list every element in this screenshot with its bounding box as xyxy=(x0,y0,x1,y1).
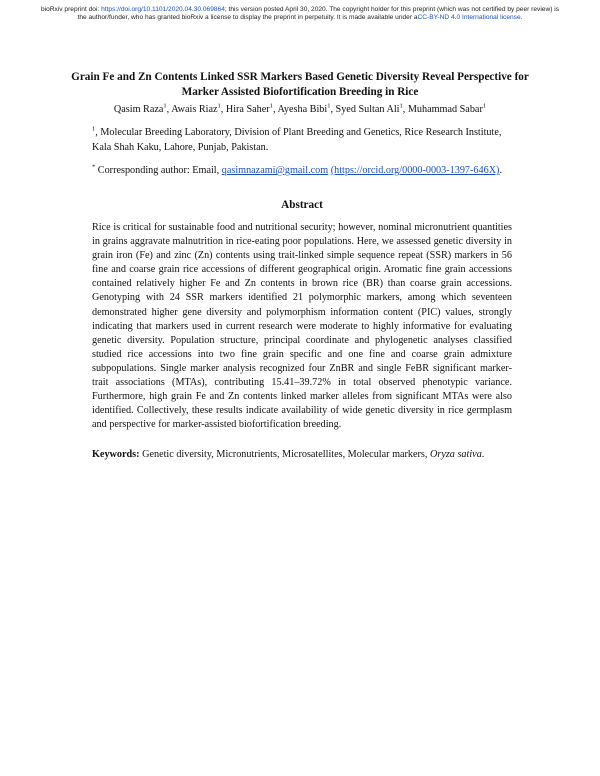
keywords-suffix: . xyxy=(481,449,485,460)
email-link[interactable]: qasimnazami@gmail.com xyxy=(221,165,329,176)
author-name: Hira Saher xyxy=(225,104,270,115)
abstract-body: Rice is critical for sustainable food and nutritional security; however, nominal micronutrient quantities in grains aggravate malnutrition in rice-eating poor populations. Here, we assessed genetic diversity in grain iron (Fe) and zinc (Zn) contents using trait-linked simple sequence repeat (SSR) markers in 56 fine and coarse grain rice accessions of different geographical origin. Aromatic fine grain accessions contained relatively higher Fe and Zn contents in brown rice (BR) than coarse grain accessions. Genotyping with 24 SSR markers identified 21 polymorphic markers, among which seventeen demonstrated higher gene diversity and polymorphism information content (PIC) values, strongly indicating that markers used in current research were moderate to highly informative for evaluating genetic diversity. Population structure, principal coordinate and phylogenetic analyses classified studied rice accessions into two fine grain specific and one fine and coarse grain admixture subpopulations. Single marker analysis recognized four ZnBR and single FeBR significant marker-trait associations (MTAs), contributing 15.41–39.72% in total observed phenotypic variance. Furthermore, high grain Fe and Zn contents linked marker alleles from significant MTAs were also identified. Collectively, these results indicate availability of wide genetic diversity in rice germplasm and perspective for marker-assisted biofortification breeding. xyxy=(92,222,512,431)
author-sep: , xyxy=(330,104,336,115)
preprint-notice xyxy=(40,6,560,22)
abstract-heading: Abstract xyxy=(281,199,323,211)
author-affil-sup: 1 xyxy=(217,102,221,110)
corresponding-author xyxy=(92,164,512,179)
author-list xyxy=(40,104,560,115)
preprint-suffix: . xyxy=(520,14,523,21)
doi-link[interactable]: https://doi.org/10.1101/2020.04.30.069864 xyxy=(101,6,225,13)
author-sep: , xyxy=(166,104,172,115)
corresponding-sup: * xyxy=(92,163,96,171)
preprint-middle: ; this version posted April 30, 2020. The copyright holder for this preprint (which was not certified by peer review) is the author/funder, who has granted bioRxiv a license to display the preprint in perpetuity. It is made available under a xyxy=(77,6,560,21)
author-affil-sup: 1 xyxy=(163,102,167,110)
author-sep: , xyxy=(402,104,408,115)
orcid-link[interactable]: (https://orcid.org/0000-0003-1397-646X) xyxy=(330,165,500,176)
keywords-label: Keywords: xyxy=(92,449,140,460)
affiliation-sup: 1 xyxy=(92,125,96,133)
author-sep: , xyxy=(220,104,226,115)
author-affil-sup: 1 xyxy=(269,102,273,110)
author-name: Ayesha Bibi xyxy=(277,104,328,115)
author-name: Syed Sultan Ali xyxy=(335,104,400,115)
preprint-prefix: bioRxiv preprint doi: xyxy=(40,6,102,13)
author-name: Awais Riaz xyxy=(171,104,218,115)
keywords-text: Genetic diversity, Micronutrients, Microsatellites, Molecular markers, xyxy=(139,449,430,460)
license-link[interactable]: CC-BY-ND 4.0 International license xyxy=(417,14,521,21)
corresponding-prefix: Corresponding author: Email, xyxy=(95,165,222,176)
affiliation xyxy=(92,126,512,155)
affiliation-text: , Molecular Breeding Laboratory, Division of Plant Breeding and Genetics, Rice Research Institute, Kala Shah Kaku, Lahore, Punjab, Pakistan. xyxy=(92,127,502,153)
keywords xyxy=(92,448,512,462)
keywords-species: Oryza sativa xyxy=(430,449,482,460)
author-affil-sup: 1 xyxy=(327,102,331,110)
paper-title: Grain Fe and Zn Contents Linked SSR Markers Based Genetic Diversity Reveal Perspective for Marker Assisted Biofortification Breeding in Rice xyxy=(71,71,529,98)
corresponding-suffix: . xyxy=(499,165,502,176)
author-name: Muhammad Sabar xyxy=(407,104,483,115)
author-affil-sup: 1 xyxy=(482,102,487,110)
author-sep: , xyxy=(272,104,278,115)
author-affil-sup: 1 xyxy=(399,102,403,110)
author-name: Qasim Raza xyxy=(113,104,164,115)
